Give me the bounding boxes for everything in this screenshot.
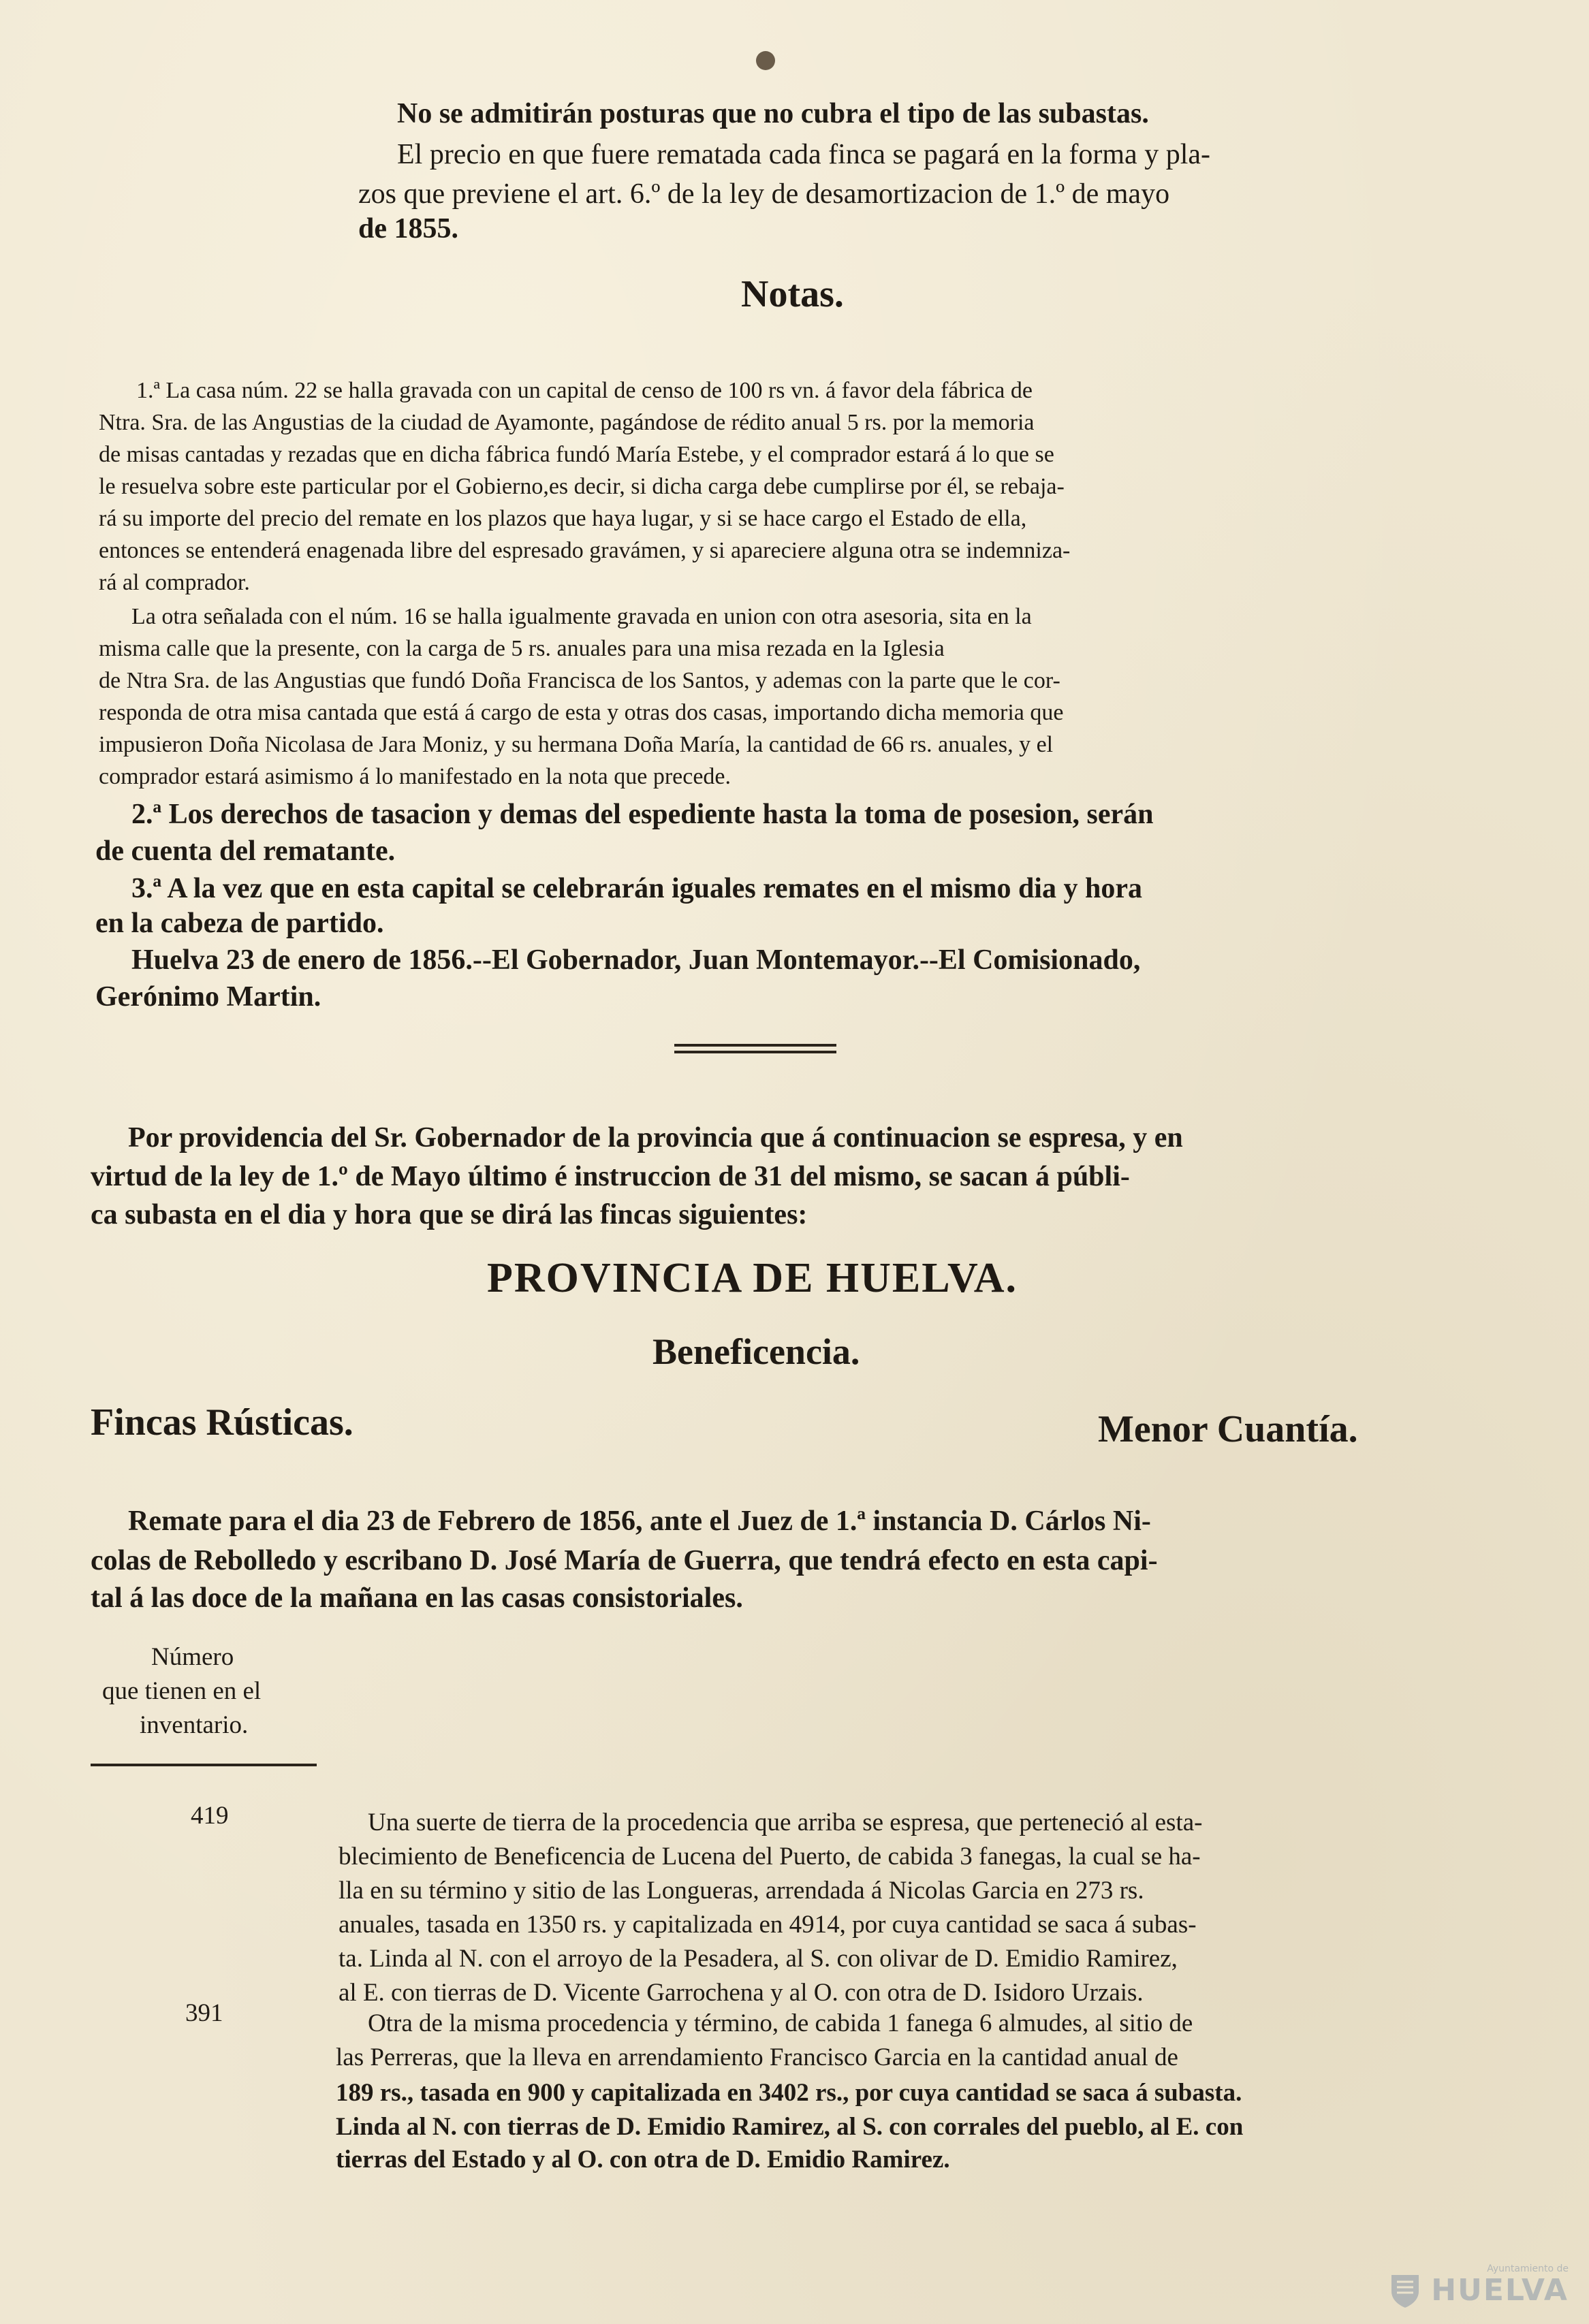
notas-line: rá al comprador.	[99, 570, 250, 595]
inventory-header-line-1: Número	[151, 1643, 234, 1671]
right-heading: Menor Cuantía.	[1098, 1408, 1358, 1450]
entry-line: Una suerte de tierra de la procedencia que arriba se espresa, que perteneció al esta-	[368, 1809, 1203, 1836]
signature-line-1: Huelva 23 de enero de 1856.--El Gobernador, Juan Montemayor.--El Comisionado,	[131, 944, 1141, 976]
notas-heading: Notas.	[741, 273, 844, 315]
section-divider-top	[674, 1044, 836, 1047]
notas-note-2-line-1: 2.ª Los derechos de tasacion y demas del espediente hasta la toma de posesion, serán	[131, 799, 1154, 830]
header-line-1: No se admitirán posturas que no cubra el tipo de las subastas.	[397, 98, 1149, 129]
entry-number: 391	[185, 1999, 223, 2027]
crest-icon	[1386, 2271, 1424, 2309]
notas-line: impusieron Doña Nicolasa de Jara Moniz, y su hermana Doña María, la cantidad de 66 rs. anuales, y el	[99, 732, 1054, 757]
notas-note-2-line-2: de cuenta del rematante.	[95, 835, 396, 867]
notas-line: de Ntra Sra. de las Angustias que fundó Doña Francisca de los Santos, y ademas con la parte que le cor-	[99, 668, 1060, 693]
left-heading: Fincas Rústicas.	[91, 1401, 353, 1444]
entry-number: 419	[191, 1802, 229, 1830]
ink-spot	[756, 51, 775, 70]
entry-line: al E. con tierras de D. Vicente Garrochena y al O. con otra de D. Isidoro Urzais.	[339, 1979, 1144, 2007]
remate-line-2: colas de Rebolledo y escribano D. José María de Guerra, que tendrá efecto en esta capi-	[91, 1545, 1158, 1576]
notas-line: de misas cantadas y rezadas que en dicha fábrica fundó María Estebe, y el comprador estará á lo que se	[99, 442, 1054, 467]
entry-line: lla en su término y sitio de las Longueras, arrendada á Nicolas Garcia en 273 rs.	[339, 1877, 1144, 1905]
inventory-header-line-2: que tienen en el	[102, 1677, 262, 1705]
notas-line: La otra señalada con el núm. 16 se halla igualmente gravada en union con otra asesoria, sita en la	[131, 604, 1032, 629]
entry-line: las Perreras, que la lleva en arrendamiento Francisco Garcia en la cantidad anual de	[336, 2043, 1178, 2071]
signature-line-2: Gerónimo Martin.	[95, 981, 321, 1013]
header-line-3: zos que previene el art. 6.º de la ley de desamortizacion de 1.º de mayo	[358, 178, 1170, 210]
watermark-small-text: Ayuntamiento de	[1487, 2263, 1569, 2274]
entry-line: anuales, tasada en 1350 rs. y capitalizada en 4914, por cuya cantidad se saca á subas-	[339, 1911, 1197, 1939]
providencia-line-3: ca subasta en el dia y hora que se dirá las fincas siguientes:	[91, 1199, 808, 1230]
entry-line: ta. Linda al N. con el arroyo de la Pesadera, al S. con olivar de D. Emidio Ramirez,	[339, 1945, 1178, 1973]
entry-line: Otra de la misma procedencia y término, de cabida 1 fanega 6 almudes, al sitio de	[368, 2009, 1193, 2037]
entry-line: Linda al N. con tierras de D. Emidio Ramirez, al S. con corrales del pueblo, al E. con	[336, 2113, 1244, 2141]
providencia-line-1: Por providencia del Sr. Gobernador de la provincia que á continuacion se espresa, y en	[128, 1122, 1183, 1153]
providencia-line-2: virtud de la ley de 1.º de Mayo último é instruccion de 31 del mismo, se sacan á públi-	[91, 1161, 1130, 1192]
notas-line: rá su importe del precio del remate en los plazos que haya lugar, y si se hace cargo el Estado de ella,	[99, 506, 1027, 531]
notas-line: entonces se entenderá enagenada libre del espresado gravámen, y si apareciere alguna otra se indemniza-	[99, 538, 1071, 563]
section-divider-bottom	[674, 1051, 836, 1053]
header-line-4: de 1855.	[358, 213, 458, 244]
inventory-header-rule	[91, 1764, 317, 1766]
archive-watermark	[1386, 2263, 1569, 2309]
notas-line: Ntra. Sra. de las Angustias de la ciudad de Ayamonte, pagándose de rédito anual 5 rs. por la memoria	[99, 410, 1035, 435]
province-title: PROVINCIA DE HUELVA.	[487, 1255, 1018, 1301]
notas-line: misma calle que la presente, con la carga de 5 rs. anuales para una misa rezada en la Iglesia	[99, 636, 945, 661]
watermark-text: HUELVA	[1431, 2272, 1569, 2308]
inventory-header-line-3: inventario.	[140, 1711, 249, 1739]
notas-note-3-line-2: en la cabeza de partido.	[95, 908, 384, 939]
notas-line: responda de otra misa cantada que está á cargo de esta y otras dos casas, importando dicha memoria que	[99, 700, 1064, 725]
remate-line-3: tal á las doce de la mañana en las casas consistoriales.	[91, 1582, 743, 1614]
notas-line: comprador estará asimismo á lo manifestado en la nota que precede.	[99, 764, 731, 789]
remate-line-1: Remate para el dia 23 de Febrero de 1856, ante el Juez de 1.ª instancia D. Cárlos Ni-	[128, 1506, 1151, 1537]
notas-line: 1.ª La casa núm. 22 se halla gravada con un capital de censo de 100 rs vn. á favor dela fábrica de	[136, 378, 1033, 403]
header-line-2: El precio en que fuere rematada cada finca se pagará en la forma y pla-	[397, 139, 1210, 170]
entry-line: blecimiento de Beneficencia de Lucena del Puerto, de cabida 3 fanegas, la cual se ha-	[339, 1843, 1201, 1871]
notas-note-3-line-1: 3.ª A la vez que en esta capital se celebrarán iguales remates en el mismo dia y hora	[131, 873, 1142, 904]
entry-line: 189 rs., tasada en 900 y capitalizada en 3402 rs., por cuya cantidad se saca á subasta.	[336, 2079, 1242, 2107]
notas-line: le resuelva sobre este particular por el Gobierno,es decir, si dicha carga debe cumplirse por él, se rebaja-	[99, 474, 1065, 499]
entry-line: tierras del Estado y al O. con otra de D. Emidio Ramirez.	[336, 2146, 950, 2174]
section-title: Beneficencia.	[652, 1331, 860, 1372]
